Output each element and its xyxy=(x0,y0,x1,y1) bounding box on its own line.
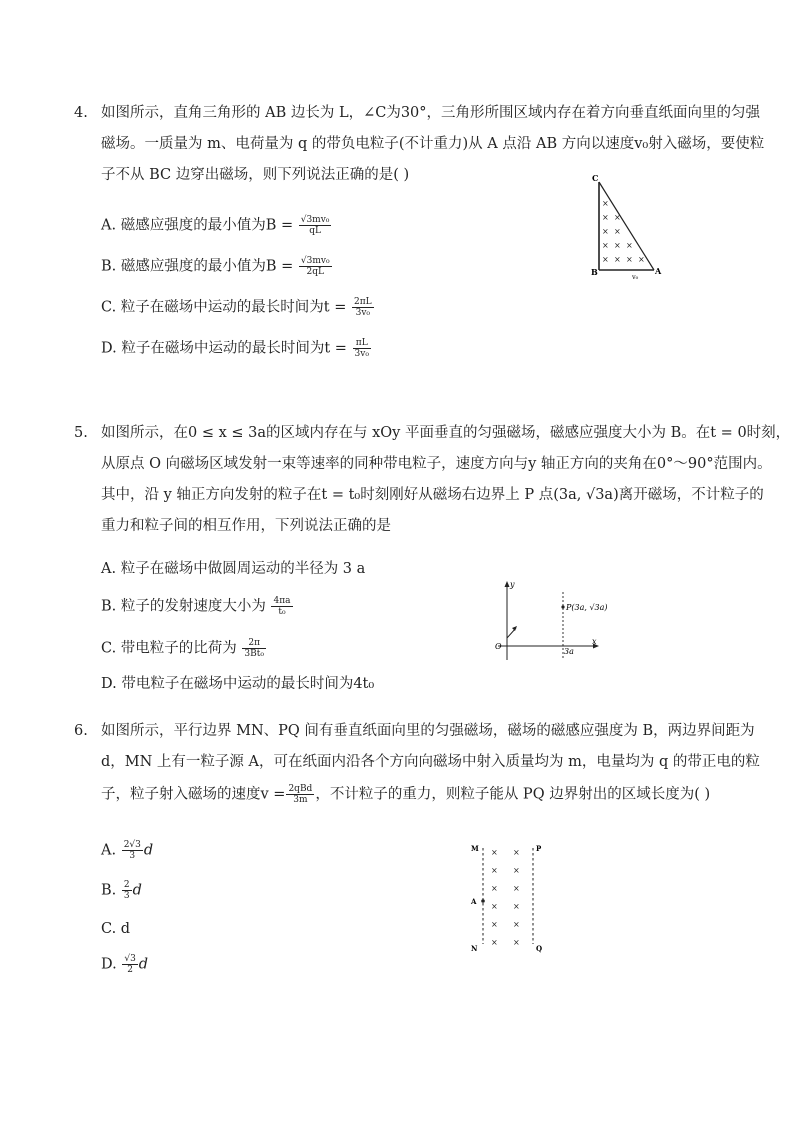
label-o: O xyxy=(495,642,502,651)
svg-text:×: × xyxy=(614,213,621,222)
question-text-line: 重力和粒子间的相互作用，下列说法正确的是 xyxy=(101,518,391,534)
svg-text:×: × xyxy=(513,902,520,911)
svg-text:×: × xyxy=(491,866,498,875)
fraction: $\frac{2\pi L}{\text{3v₀}}$ xyxy=(354,297,372,318)
fraction: $\frac{√3}{2}$ xyxy=(124,954,136,975)
svg-text:×: × xyxy=(491,884,498,893)
label-p: P(3a, √3a) xyxy=(566,603,608,612)
option-b[interactable]: B. 粒子的发射速度大小为 $\frac{4\pi a}{\text{t₀}}$ xyxy=(101,596,291,617)
label-m: M xyxy=(471,844,479,853)
question-text-line: 从原点 O 向磁场区域发射一束等速率的同种带电粒子，速度方向与y 轴正方向的夹角在0°～90°范围内。 xyxy=(101,456,772,472)
coordinate-axes-figure xyxy=(488,578,608,664)
field-marks xyxy=(602,199,645,264)
label-a: A xyxy=(655,266,662,276)
parallel-boundaries-figure xyxy=(466,840,556,955)
fraction: $\frac{\text{√3mv₀}}{2qL}$ xyxy=(300,256,330,277)
option-d[interactable]: D. 带电粒子在磁场中运动的最长时间为4t₀ xyxy=(101,676,375,692)
option-a[interactable]: A. $\frac{2√3}{3}$ d xyxy=(101,840,154,861)
svg-text:×: × xyxy=(491,920,498,929)
option-a[interactable]: A. 粒子在磁场中做圆周运动的半径为 3 a xyxy=(101,561,366,577)
label-q: Q xyxy=(536,944,543,953)
svg-text:×: × xyxy=(602,241,609,250)
option-b[interactable]: B. $\frac{2}{3}$ d xyxy=(101,880,142,901)
option-d[interactable]: D. $\frac{√3}{2}$ d xyxy=(101,954,149,975)
svg-text:×: × xyxy=(602,199,609,208)
question-6 xyxy=(74,718,760,983)
option-c[interactable]: C. d xyxy=(101,921,131,937)
svg-text:×: × xyxy=(614,255,621,264)
question-text-line: 子不从 BC 边穿出磁场，则下列说法正确的是( ) xyxy=(101,167,410,183)
triangle-magnetic-field-figure xyxy=(588,172,668,282)
svg-text:×: × xyxy=(491,938,498,947)
field-marks xyxy=(491,848,520,947)
svg-text:×: × xyxy=(602,213,609,222)
svg-text:×: × xyxy=(626,241,633,250)
fraction: $\frac{4\pi a}{\text{t₀}}$ xyxy=(273,596,291,617)
svg-text:×: × xyxy=(602,227,609,236)
label-n: N xyxy=(471,944,478,953)
label-v0: v₀ xyxy=(632,273,639,281)
option-b[interactable]: B. 磁感应强度的最小值为B = $\frac{\text{√3mv₀}}{2qL}$ xyxy=(101,256,330,277)
svg-text:×: × xyxy=(602,255,609,264)
svg-text:×: × xyxy=(614,227,621,236)
question-text-line: d，MN 上有一粒子源 A，可在纸面内沿各个方向向磁场中射入质量均为 m，电量均为 q 的带正电的粒 xyxy=(101,754,760,770)
option-a[interactable]: A. 磁感应强度的最小值为B = $\frac{\text{√3mv₀}}{qL}$ xyxy=(101,215,330,236)
svg-text:×: × xyxy=(513,866,520,875)
label-y: y xyxy=(510,580,515,589)
svg-text:×: × xyxy=(513,938,520,947)
svg-text:×: × xyxy=(626,255,633,264)
fraction: $\frac{\text{√3mv₀}}{qL}$ xyxy=(300,215,330,236)
question-number: 4. xyxy=(74,105,88,121)
label-x: x xyxy=(592,637,597,646)
question-number: 5. xyxy=(74,425,88,441)
option-c[interactable]: C. 带电粒子的比荷为 $\frac{2\pi}{\text{3Bt₀}}$ xyxy=(101,638,264,659)
question-text-line: 其中，沿 y 轴正方向发射的粒子在t = t₀时刻刚好从磁场右边界上 P 点(3a, √3a)离开磁场，不计粒子的 xyxy=(101,487,764,503)
fraction: $\frac{2√3}{3}$ xyxy=(123,840,141,861)
question-5 xyxy=(74,420,791,695)
label-c: C xyxy=(592,173,599,183)
svg-text:×: × xyxy=(491,848,498,857)
option-d[interactable]: D. 粒子在磁场中运动的最长时间为t = $\frac{\pi L}{\text{3v₀}}$ xyxy=(101,338,369,359)
label-a: A xyxy=(471,897,477,906)
fraction: $\frac{2\pi}{\text{3Bt₀}}$ xyxy=(244,638,264,659)
fraction: $\frac{\text{2qBd}}{3m}$ xyxy=(288,784,313,805)
fraction: $\frac{\pi L}{\text{3v₀}}$ xyxy=(354,338,369,359)
svg-text:×: × xyxy=(638,255,645,264)
label-3a: 3a xyxy=(564,647,574,656)
svg-text:×: × xyxy=(513,848,520,857)
svg-text:×: × xyxy=(513,884,520,893)
label-b: B xyxy=(591,267,598,277)
question-text-line: 如图所示，平行边界 MN、PQ 间有垂直纸面向里的匀强磁场，磁场的磁感应强度为 B，两边界间距为 xyxy=(101,723,755,739)
question-text-line: 如图所示，直角三角形的 AB 边长为 L，∠C为30°，三角形所围区域内存在着方向垂直纸面向里的匀强 xyxy=(101,105,761,121)
option-c[interactable]: C. 粒子在磁场中运动的最长时间为t = $\frac{2\pi L}{\text{3v₀}}$ xyxy=(101,297,372,318)
label-p: P xyxy=(536,844,542,853)
question-number: 6. xyxy=(74,723,88,739)
question-text-line: 子，粒子射入磁场的速度v = $\frac{\text{2qBd}}{3m}$ ，不计粒子的重力，则粒子能从 PQ 边界射出的区域长度为( ) xyxy=(101,784,711,805)
svg-text:×: × xyxy=(491,902,498,911)
svg-text:×: × xyxy=(513,920,520,929)
fraction: $\frac{2}{3}$ xyxy=(123,880,130,901)
question-text-line: 如图所示，在0 ≤ x ≤ 3a的区域内存在与 xOy 平面垂直的匀强磁场，磁感应强度大小为 B。在t = 0时刻， xyxy=(101,425,791,441)
question-text-line: 磁场。一质量为 m、电荷量为 q 的带负电粒子(不计重力)从 A 点沿 AB 方向以速度v₀射入磁场，要使粒 xyxy=(101,136,765,152)
svg-text:×: × xyxy=(614,241,621,250)
